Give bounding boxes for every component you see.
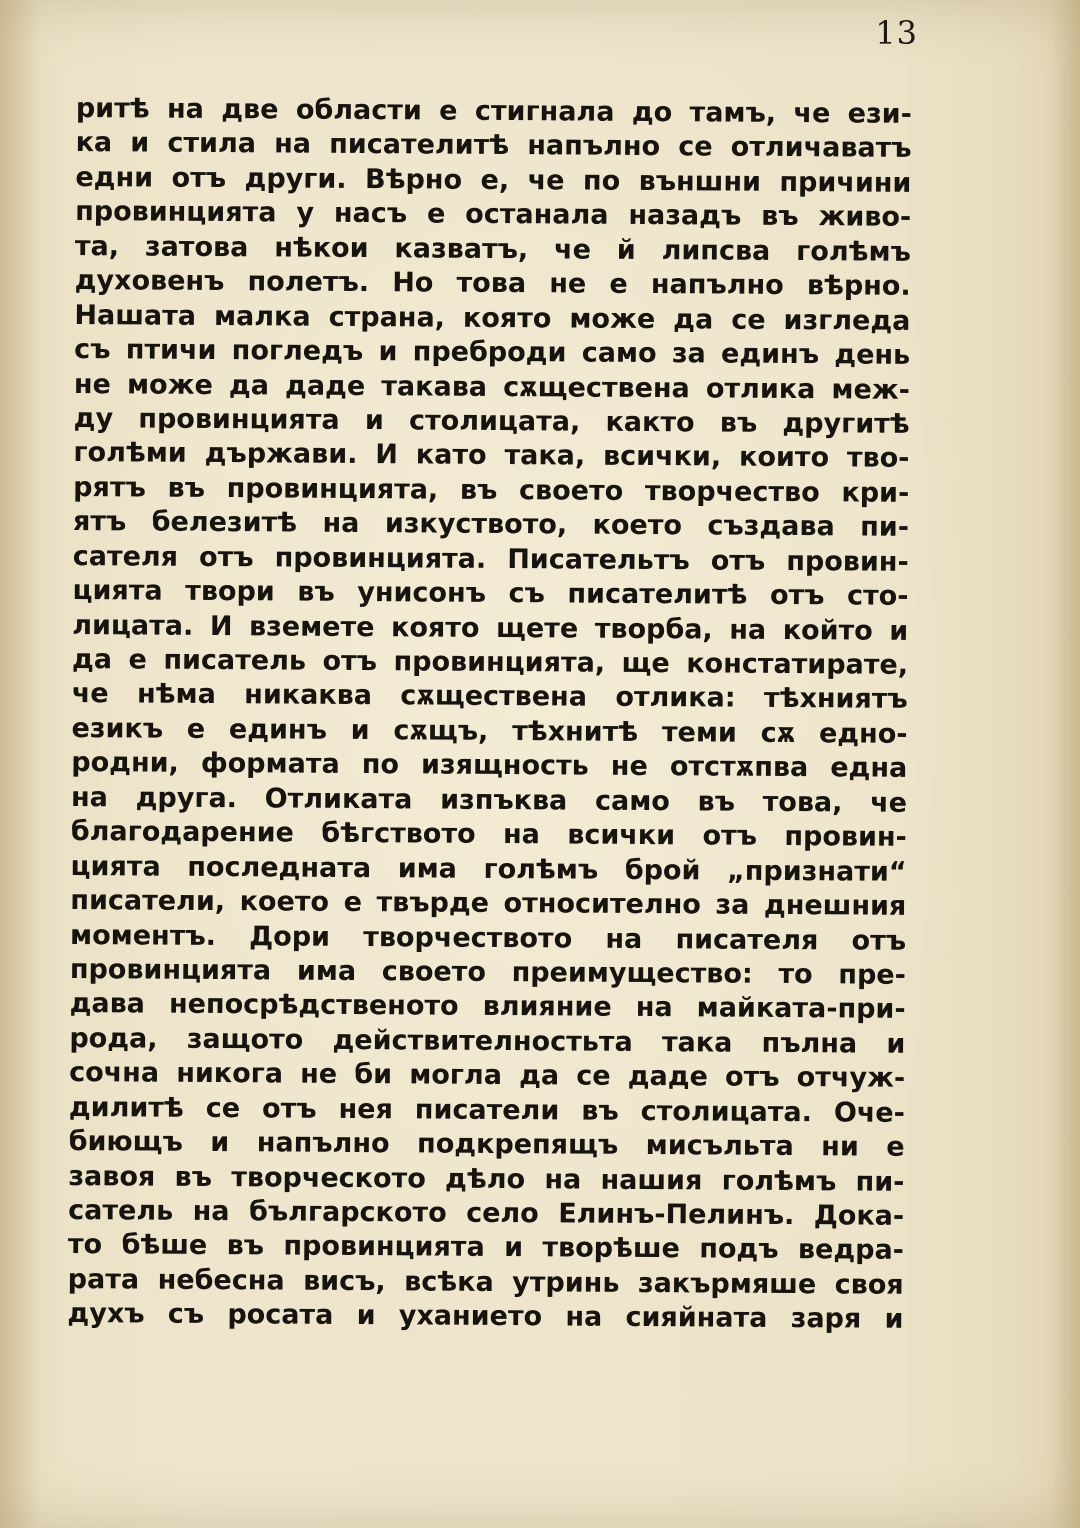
page-number: 13 [875,14,918,52]
text-line: ка и стила на писателитѣ напълно се отличаватъ [75,127,912,165]
text-line: голѣми държави. И като така, всички, които тво- [73,437,910,475]
text-line: провинцията у насъ е останала назадъ въ живо- [75,196,912,234]
text-line: духъ съ росата и уханието на сияйната заря и [67,1298,904,1336]
text-line: та, затова нѣкои казватъ, че й липсва голѣмъ [74,230,912,268]
text-line: то бѣше въ провинцията и творѣше подъ ведра- [67,1229,905,1267]
text-line: съ птичи погледъ и преброди само за единъ день [74,334,911,371]
text-line: ритѣ на две области е стигнала до тамъ, че ези- [75,92,912,130]
text-line: родни, формата по изящность не отстѫпва една [71,747,908,785]
text-line: дава непосрѣдственото влияние на майката-при- [69,988,906,1026]
text-line: рата небесна висъ, всѣка утринь закърмяше своя [67,1263,904,1301]
text-line: провинцията има своето преимущество: то пре- [69,953,906,991]
body-text [67,92,912,1338]
text-line: моментъ. Дори творчеството на писателя отъ [70,919,907,957]
text-line: сатель на българското село Елинъ-Пелинъ. Дока- [68,1194,905,1232]
text-line: рода, защото действителностьта така пълна и [69,1022,906,1060]
text-line: духовенъ полетъ. Но това не е напълно вѣрно. [74,265,911,303]
text-line: че нѣма никаква сѫществена отлика: тѣхниятъ [71,678,908,716]
text-line: ятъ белезитѣ на изкуството, което създава пи- [72,506,910,544]
text-line: биющъ и напълно подкрепящъ мисъльта ни е [68,1126,905,1163]
text-line: писатели, което е твърде относително за днешния [70,885,907,922]
text-line: завоя въ творческото дѣло на нашия голѣмъ пи- [68,1160,905,1198]
text-line: не може да даде такава сѫществена отлика меж- [73,368,911,406]
text-line: едни отъ други. Вѣрно е, че по външни причини [75,161,912,199]
text-line: цията последната има голѣмъ брой „признати“ [70,850,907,888]
text-line: благодарение бѣгството на всички отъ провин- [70,816,907,854]
text-line: да е писатель отъ провинцията, ще констатирате, [71,643,909,681]
text-line: сателя отъ провинцията. Писательтъ отъ провин- [72,540,909,578]
text-line: дилитѣ се отъ нея писатели въ столицата. Оче- [68,1091,906,1129]
text-line: Нашата малка страна, която може да се изгледа [74,299,911,337]
text-line: рятъ въ провинцията, въ своето творчество кри- [73,471,910,509]
text-line: сочна никога не би могла да се даде отъ отчуж- [69,1057,906,1095]
text-line: на друга. Отликата изпъква само въ това, че [70,781,908,819]
text-line: цията твори въ унисонъ съ писателитѣ отъ сто- [72,575,909,612]
text-line: езикъ е единъ и сѫщъ, тѣхнитѣ теми сѫ едно- [71,712,908,750]
text-line: ду провинцията и столицата, както въ другитѣ [73,402,910,440]
text-line: лицата. И вземете която щете творба, на който и [72,609,909,647]
